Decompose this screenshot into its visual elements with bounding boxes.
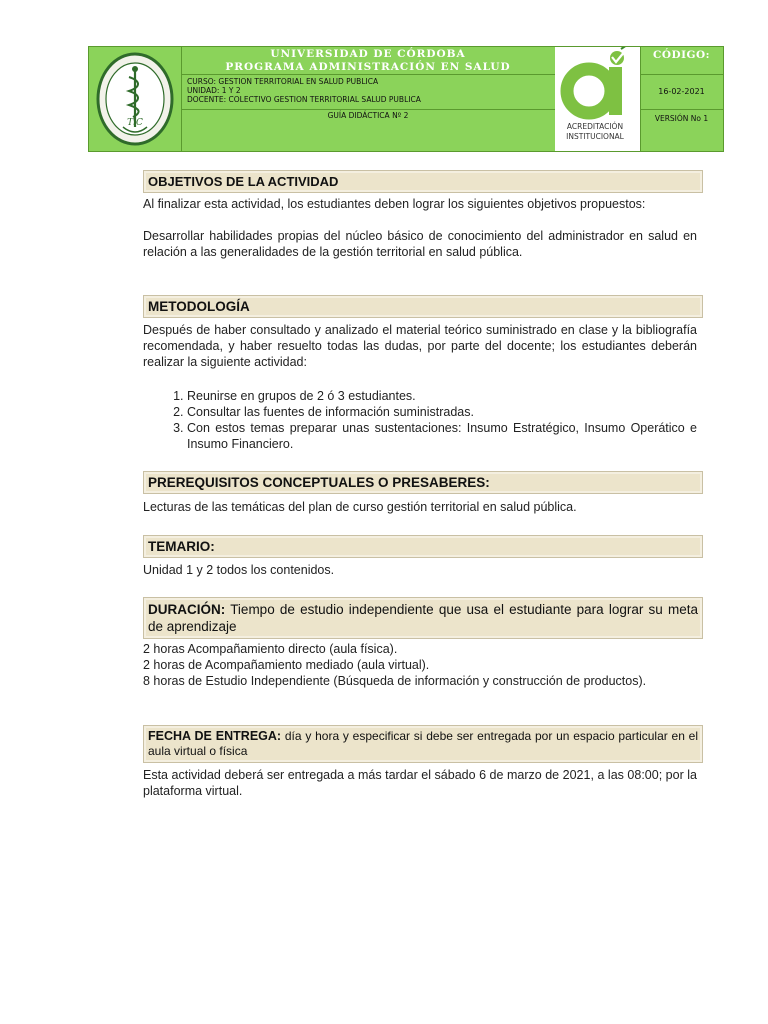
due-date-title: FECHA DE ENTREGA: (148, 729, 282, 743)
duration-body (143, 641, 697, 689)
list-item: 2. Consultar las fuentes de información suministradas. (187, 404, 697, 420)
prerequisites-body: Lecturas de las temáticas del plan de curso gestión territorial en salud pública. (143, 500, 577, 514)
program-name: PROGRAMA ADMINISTRACIÓN EN SALUD (225, 61, 511, 73)
due-date-subtitle: día y hora y especificar si debe ser entregada por un espacio particular en el aula virtual o física (148, 729, 698, 758)
accreditation-line2: INSTITUCIONAL (566, 132, 624, 141)
due-date-body: Esta actividad deberá ser entregada a más tardar el sábado 6 de marzo de 2021, a las 08:00; por la plataforma virtual. (143, 768, 697, 798)
version-value: VERSIÓN No 1 (654, 114, 709, 123)
syllabus-heading: TEMARIO: (143, 535, 703, 558)
accreditation-logo (555, 47, 640, 151)
guide-number: GUÍA DIDÁCTICA Nº 2 (327, 111, 409, 120)
objectives-heading: OBJETIVOS DE LA ACTIVIDAD (143, 170, 703, 193)
methodology-steps (143, 388, 697, 452)
course-line: CURSO: GESTION TERRITORIAL EN SALUD PUBLICA (187, 77, 379, 86)
methodology-intro: Después de haber consultado y analizado el material teórico suministrado en clase y la bibliografía recomendada, y haber resuelto todas las dudas, por parte del docente; los estudiantes deberán realizar la siguiente actividad: (143, 323, 697, 369)
guide-divider (181, 109, 555, 110)
duration-subtitle: Tiempo de estudio independiente que usa el estudiante para lograr su meta de aprendizaje (148, 602, 698, 634)
due-date-heading (143, 725, 703, 763)
accreditation-logo-cell (555, 47, 641, 151)
objectives-body (143, 196, 697, 260)
objectives-intro: Al finalizar esta actividad, los estudiantes deben lograr los siguientes objetivos propuestos: (143, 197, 646, 211)
teacher-line: DOCENTE: COLECTIVO GESTION TERRITORIAL SALUD PUBLICA (187, 95, 421, 104)
accreditation-line1: ACREDITACIÓN (566, 122, 624, 131)
objectives-text: Desarrollar habilidades propias del núcleo básico de conocimiento del administrador en salud en relación a las generalidades de la gestión territorial en salud pública. (143, 229, 697, 259)
course-info (187, 77, 549, 104)
methodology-heading: METODOLOGÍA (143, 295, 703, 318)
university-seal-cell (89, 47, 182, 151)
header-center (181, 47, 556, 151)
duration-line: 2 horas Acompañamiento directo (aula física). (143, 642, 398, 656)
document-header (88, 46, 724, 152)
duration-heading (143, 597, 703, 639)
prerequisites-heading: PREREQUISITOS CONCEPTUALES O PRESABERES: (143, 471, 703, 494)
date-value: 16-02-2021 (640, 75, 723, 110)
unit-line: UNIDAD: 1 Y 2 (187, 86, 241, 95)
header-titles (181, 47, 555, 75)
svg-text:TiC: TiC (127, 118, 143, 128)
code-label: CÓDIGO: (640, 47, 723, 75)
university-name: UNIVERSIDAD DE CÓRDOBA (270, 48, 466, 60)
header-right (640, 47, 723, 151)
syllabus-body: Unidad 1 y 2 todos los contenidos. (143, 563, 335, 577)
university-seal-logo (89, 47, 181, 151)
duration-line: 8 horas de Estudio Independiente (Búsqueda de información y construcción de productos). (143, 674, 647, 688)
list-item: 3. Con estos temas preparar unas sustentaciones: Insumo Estratégico, Insumo Operático e Insumo Financiero. (187, 420, 697, 452)
duration-title: DURACIÓN: (148, 602, 226, 617)
list-item: 1. Reunirse en grupos de 2 ó 3 estudiantes. (187, 388, 697, 404)
duration-line: 2 horas de Acompañamiento mediado (aula virtual). (143, 658, 430, 672)
